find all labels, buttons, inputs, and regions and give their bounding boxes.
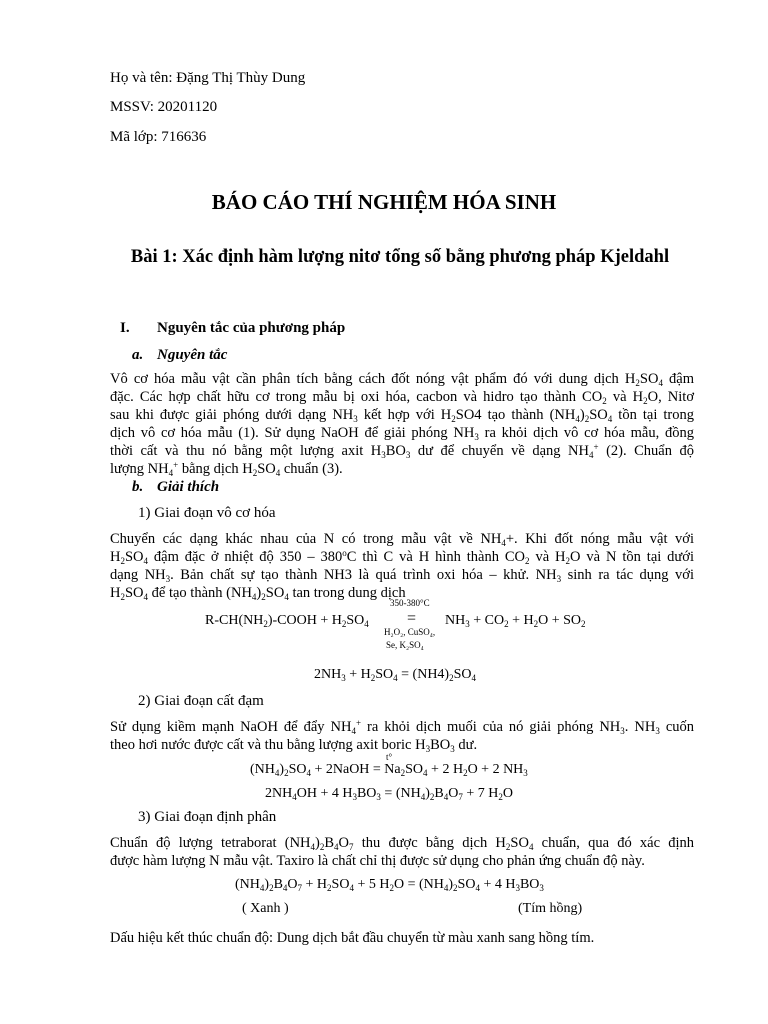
stage-3-paragraph: Chuẩn độ lượng tetraborat $(NH_4)_2B_4O_7$ thu được bằng dịch $H_2SO_4$ chuẩn, qua đó xác định được hàm lượng N mẫu vật. Taxiro là chất chỉ thị được sử dụng cho phản ứng chuẩn độ này.	[110, 835, 695, 869]
color-blue-label: ( Xanh )	[242, 901, 289, 916]
subsection-a-marker: a.	[132, 347, 144, 363]
color-pink-label: (Tím hồng)	[518, 901, 583, 916]
class-code: Mã lớp: 716636	[110, 129, 207, 145]
reaction-1-catalyst-2: Se, K₂SO₄	[386, 640, 424, 650]
subsection-b-heading: Giải thích	[157, 479, 220, 495]
reaction-1-catalyst-1: H₂O₂, CuSO₄,	[384, 627, 436, 637]
section-heading: Nguyên tắc của phương pháp	[157, 320, 346, 336]
subsection-a-heading: Nguyên tắc	[157, 347, 228, 363]
reaction-1-products: $NH_3 + CO_2 + H_2O + SO_2$	[445, 613, 586, 629]
student-name: Họ và tên: Đặng Thị Thùy Dung	[110, 70, 306, 86]
reaction-1-reactants: $R-CH(NH_2)$-COOH + $H_2SO_4$	[205, 613, 369, 629]
reaction-2: $2NH_3 + H_2SO_4 = (NH4)_2SO_4$	[314, 667, 477, 683]
stage-2-paragraph: Sử dụng kiềm mạnh NaOH để đẩy $NH_4^+$ ra khỏi dịch muối của nó giải phóng $NH_3$. $NH_3$ cuốn theo hơi nước được cất và thu bằng lượng axit boric $H_3BO_3$ dư.	[110, 718, 695, 754]
reaction-1-temperature: 350-380°C	[390, 598, 430, 608]
stage-3-heading: 3) Giai đoạn định phân	[138, 809, 277, 825]
stage-1-heading: 1) Giai đoạn vô cơ hóa	[138, 505, 276, 521]
report-title: BÁO CÁO THÍ NGHIỆM HÓA SINH	[211, 190, 557, 214]
reaction-3-condition: t°	[386, 752, 393, 762]
reaction-5: $(NH_4)_2B_4O_7 + H_2SO_4 + 5$ $H_2O = (NH_4)_2SO_4 + 4$ $H_3BO_3$	[235, 877, 544, 893]
reaction-3: $(NH_4)_2SO_4$ + 2NaOH = $Na_2SO_4 + 2$ $H_2O + 2$ $NH_3$	[250, 762, 528, 778]
student-id: MSSV: 20201120	[110, 99, 218, 115]
endpoint-note: Dấu hiệu kết thúc chuẩn độ: Dung dịch bắt đầu chuyển từ màu xanh sang hồng tím.	[110, 930, 595, 946]
principle-paragraph: Vô cơ hóa mẫu vật cần phân tích bằng cách đốt nóng vật phẩm đó với dung dịch $H_2SO_4$ đậm đặc. Các hợp chất hữu cơ trong mẫu bị oxi hóa, cacbon và hidro tạo thành $CO_2$ và $H_2O$, Nitơ sau khi được giải phóng dưới dạng $NH_3$ kết hợp với $H_2SO4$ tạo thành $(NH_4)_2SO_4$ tồn tại trong dịch vô cơ hóa mẫu (1). Sử dụng NaOH để giải phóng $NH_3$ ra khỏi dịch vô cơ hóa mẫu, đồng thời cất và thu nó bằng một lượng axit $H_3BO_3$ dư để chuyển về dạng $NH_4^+$ (2). Chuẩn độ lượng $NH_4^+$ bằng dịch $H_2SO_4$ chuẩn (3).	[110, 371, 695, 478]
section-number: I.	[120, 320, 130, 336]
subsection-b-marker: b.	[132, 479, 144, 495]
stage-1-paragraph: Chuyển các dạng khác nhau của N có trong mẫu vật về $NH_4+$. Khi đốt nóng mẫu vật với $H_2SO_4$ đậm đặc ở nhiệt độ 350 – 380$^o$C thì C và H hình thành $CO_2$ và $H_2O$ và N tồn tại dưới dạng $NH_3$. Bản chất sự tạo thành NH3 là quá trình oxi hóa – khử. $NH_3$ sinh ra tác dụng với $H_2SO_4$ để tạo thành $(NH_4)_2SO_4$ tan trong dung dịch	[110, 531, 694, 602]
lesson-title: Bài 1: Xác định hàm lượng nitơ tổng số bằng phương pháp Kjeldahl	[130, 247, 670, 267]
stage-2-heading: 2) Giai đoạn cất đạm	[138, 693, 264, 709]
reaction-4: $2NH_4OH + 4$ $H_3BO_3 = (NH_4)_2B_4O_7 + 7$ $H_2O$	[265, 786, 513, 802]
reaction-1-equals: =	[407, 610, 417, 627]
